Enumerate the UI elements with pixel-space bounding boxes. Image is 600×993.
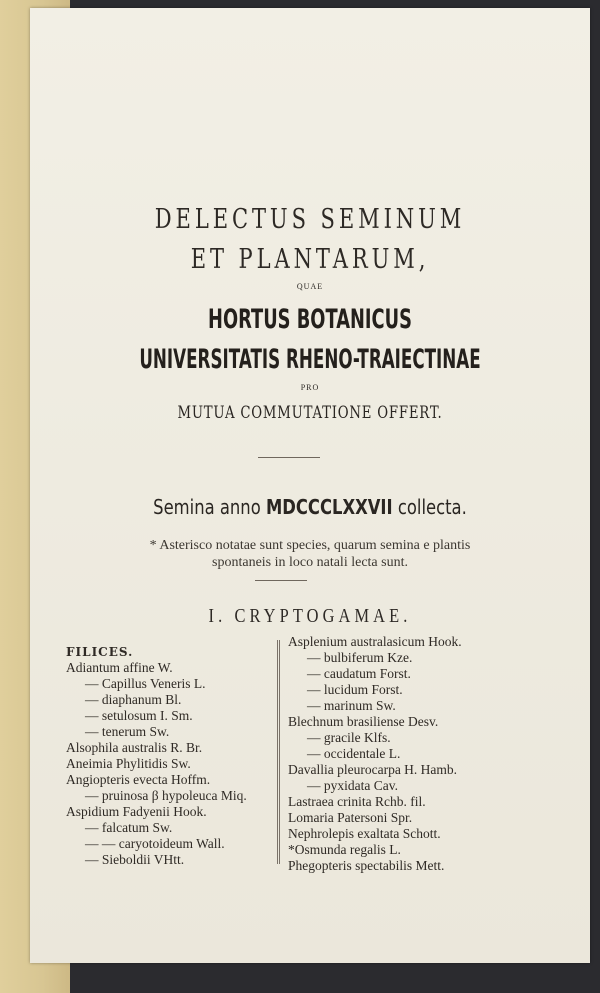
semina-prefix: Semina anno xyxy=(153,495,261,519)
right-column xyxy=(288,634,462,874)
document-page xyxy=(30,8,590,963)
list-item: — Sieboldii VHtt. xyxy=(85,852,185,867)
semina-suffix: collecta. xyxy=(397,495,467,519)
list-item: *Osmunda regalis L. xyxy=(288,842,401,857)
title-mutua: MUTUA COMMUTATIONE OFFERT. xyxy=(177,403,443,423)
list-item: Aspidium Fadyenii Hook. xyxy=(66,804,207,819)
section-heading: I. CRYPTOGAMAE. xyxy=(208,605,412,627)
list-item: — tenerum Sw. xyxy=(85,724,170,739)
separator-rule xyxy=(255,580,307,581)
list-item: — diaphanum Bl. xyxy=(85,692,182,707)
list-item: Blechnum brasiliense Desv. xyxy=(288,714,439,729)
title-line-delectus: DELECTUS SEMINUM xyxy=(154,204,466,235)
title-hortus-botanicus: HORTUS BOTANICUS xyxy=(208,304,412,335)
list-item: Nephrolepis exaltata Schott. xyxy=(288,826,441,841)
semina-heading xyxy=(80,495,539,519)
list-item: — Capillus Veneris L. xyxy=(85,676,206,691)
list-item: — marinum Sw. xyxy=(307,698,396,713)
asterisk-note-line1: * Asterisco notatae sunt species, quarum semina e plantis xyxy=(149,538,471,553)
list-item: — setulosum I. Sm. xyxy=(85,708,193,723)
semina-year: MDCCCLXXVII xyxy=(265,495,393,519)
list-item: — falcatum Sw. xyxy=(85,820,173,835)
list-item: — caudatum Forst. xyxy=(307,666,411,681)
column-divider xyxy=(277,640,280,864)
list-item: — — caryotoideum Wall. xyxy=(85,836,225,851)
list-item: Davallia pleurocarpa H. Hamb. xyxy=(288,762,458,777)
title-line-et-plantarum: ET PLANTARUM, xyxy=(190,244,430,275)
separator-rule xyxy=(258,457,320,458)
list-item: Alsophila australis R. Br. xyxy=(66,740,203,755)
title-pro: PRO xyxy=(300,383,320,392)
left-column xyxy=(66,644,247,868)
list-item: Adiantum affine W. xyxy=(66,660,173,675)
asterisk-note-line2: spontaneis in loco natali lecta sunt. xyxy=(212,555,408,570)
title-quae: QUAE xyxy=(296,282,324,291)
list-item: Lomaria Patersoni Spr. xyxy=(288,810,413,825)
filices-header: FILICES. xyxy=(66,645,134,659)
list-item: — lucidum Forst. xyxy=(307,682,403,697)
list-item: — pyxidata Cav. xyxy=(307,778,398,793)
list-item: Asplenium australasicum Hook. xyxy=(288,634,462,649)
list-item: — occidentale L. xyxy=(307,746,401,761)
list-item: — gracile Klfs. xyxy=(307,730,391,745)
list-item: Angiopteris evecta Hoffm. xyxy=(66,772,211,787)
list-item: — bulbiferum Kze. xyxy=(307,650,413,665)
list-item: Lastraea crinita Rchb. fil. xyxy=(288,794,426,809)
title-universitatis: UNIVERSITATIS RHENO-TRAIECTINAE xyxy=(139,344,481,375)
list-item: Phegopteris spectabilis Mett. xyxy=(288,858,445,873)
list-item: Aneimia Phylitidis Sw. xyxy=(66,756,191,771)
list-item: — pruinosa β hypoleuca Miq. xyxy=(85,788,247,803)
